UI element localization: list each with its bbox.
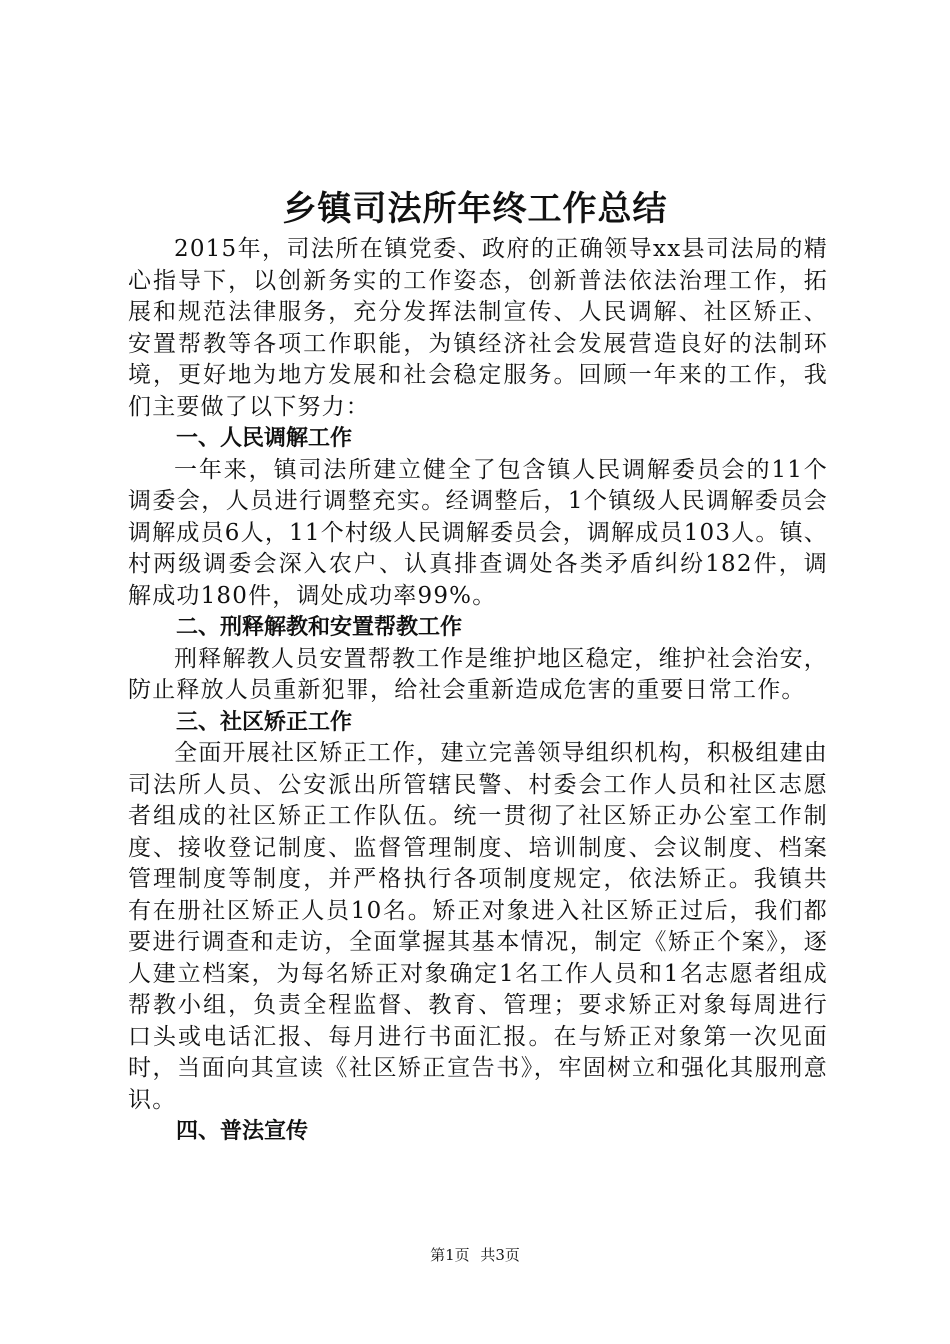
section-body-mediation: 一年来，镇司法所建立健全了包含镇人民调解委员会的11个调委会，人员进行调整充实。经调整后，1个镇级人民调解委员会调解成员6人，11个村级人民调解委员会，调解成员103人。镇、村两级调委会深入农户、认真排查调处各类矛盾纠纷182件，调解成功180件，调处成功率99%。	[128, 456, 828, 609]
section-heading-legal-publicity: 四、普法宣传	[176, 1119, 309, 1144]
intro-paragraph: 2015年，司法所在镇党委、政府的正确领导xx县司法局的精心指导下，以创新务实的工作姿态，创新普法依法治理工作，拓展和规范法律服务，充分发挥法制宣传、人民调解、社区矫正、安置帮教等各项工作职能，为镇经济社会发展营造良好的法制环境，更好地为地方发展和社会稳定服务。回顾一年来的工作，我们主要做了以下努力：	[128, 236, 828, 420]
page-total: 共3页	[480, 1246, 520, 1264]
page-title: 乡镇司法所年终工作总结	[282, 189, 668, 229]
page-footer	[0, 1245, 950, 1265]
document-body	[128, 234, 828, 1148]
section-body-resettlement: 刑释解教人员安置帮教工作是维护地区稳定，维护社会治安，防止释放人员重新犯罪，给社会重新造成危害的重要日常工作。	[128, 645, 828, 703]
section-body-community-correction: 全面开展社区矫正工作，建立完善领导组织机构，积极组建由司法所人员、公安派出所管辖民警、村委会工作人员和社区志愿者组成的社区矫正工作队伍。统一贯彻了社区矫正办公室工作制度、接收登记制度、监督管理制度、培训制度、会议制度、档案管理制度等制度，并严格执行各项制度规定，依法矫正。我镇共有在册社区矫正人员10名。矫正对象进入社区矫正过后，我们都要进行调查和走访，全面掌握其基本情况，制定《矫正个案》，逐人建立档案，为每名矫正对象确定1名工作人员和1名志愿者组成帮教小组，负责全程监督、教育、管理；要求矫正对象每周进行口头或电话汇报、每月进行书面汇报。在与矫正对象第一次见面时，当面向其宣读《社区矫正宣告书》，牢固树立和强化其服刑意识。	[128, 740, 828, 1113]
section-heading-community-correction: 三、社区矫正工作	[176, 709, 353, 735]
section-heading-mediation: 一、人民调解工作	[176, 426, 353, 451]
section-heading-resettlement: 二、刑释解教和安置帮教工作	[176, 615, 463, 640]
page-number: 第1页	[430, 1246, 470, 1264]
